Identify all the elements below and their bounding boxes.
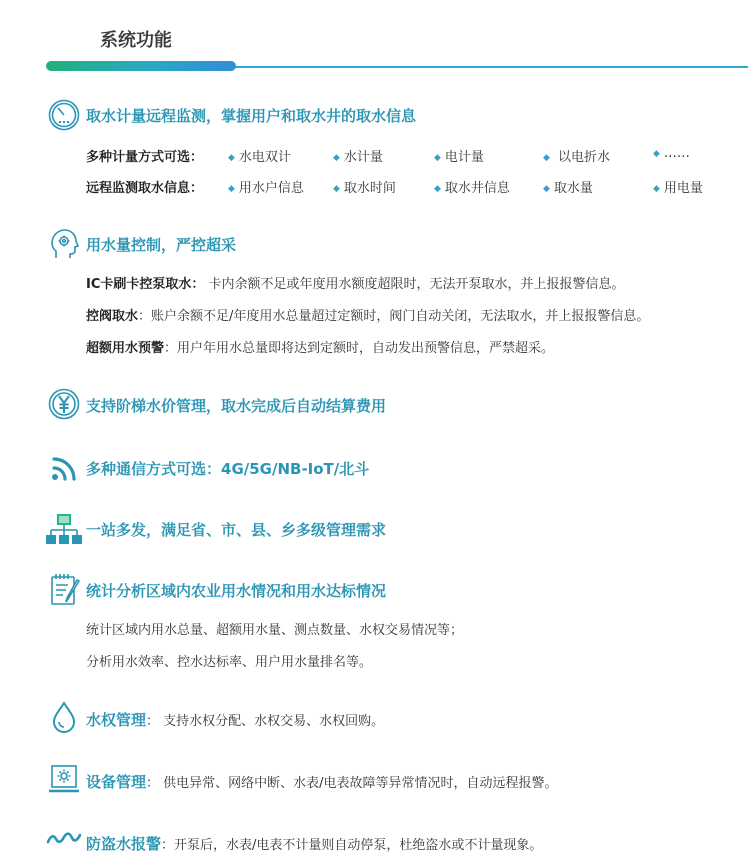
notepad-icon (48, 572, 82, 606)
gauge-icon (47, 98, 81, 132)
list-item: ◆ 用水户信息 (228, 181, 304, 196)
section-heading: 一站多发，满足省、市、县、乡多级管理需求 (86, 521, 387, 539)
head-gear-icon (47, 227, 81, 261)
title-underline-accent (46, 61, 236, 71)
text-line: 统计区域内用水总量、超额用水量、测点数量、水权交易情况等； (86, 623, 464, 638)
list-item: ◆ 水计量 (333, 150, 383, 165)
list-item: ◆ …… (653, 146, 690, 161)
row-label: 远程监测取水信息： (86, 181, 204, 196)
list-item: ◆ 用电量 (653, 181, 703, 196)
text-line: 超额用水预警：用户年用水总量即将达到定额时，自动发出预警信息，严禁超采。 (86, 341, 555, 356)
yen-coin-icon (47, 387, 81, 421)
list-item: ◆ 取水量 (543, 181, 593, 196)
text-line: 分析用水效率、控水达标率、用户用水量排名等。 (86, 655, 373, 670)
list-item: ◆ 水电双计 (228, 150, 291, 165)
text-line: IC卡刷卡控泵取水： 卡内余额不足或年度用水额度超限时，无法开泵取水，并上报报警信息。 (86, 277, 625, 292)
section-heading: 设备管理： 供电异常、网络中断、水表/电表故障等异常情况时，自动远程报警。 (86, 773, 558, 791)
section-heading: 统计分析区域内农业用水情况和用水达标情况 (86, 582, 387, 600)
wifi-signal-icon (49, 451, 83, 485)
device-icon (47, 762, 81, 796)
list-item: ◆ 取水时间 (333, 181, 396, 196)
hierarchy-icon (45, 512, 83, 546)
text-line: 控阀取水：账户余额不足/年度用水总量超过定额时，阀门自动关闭，无法取水，并上报报警信息。 (86, 309, 650, 324)
water-drop-icon (47, 700, 81, 734)
section-heading: 用水量控制，严控超采 (86, 236, 237, 254)
section-heading: 水权管理： 支持水权分配、水权交易、水权回购。 (86, 711, 385, 729)
list-item: ◆ 电计量 (434, 150, 484, 165)
page-title: 系统功能 (100, 30, 172, 51)
list-item: ◆ 取水井信息 (434, 181, 510, 196)
section-heading: 防盗水报警：开泵后，水表/电表不计量则自动停泵，杜绝盗水或不计量现象。 (86, 835, 543, 853)
section-heading: 多种通信方式可选：4G/5G/NB-IoT/北斗 (86, 460, 370, 478)
section-heading: 支持阶梯水价管理，取水完成后自动结算费用 (86, 397, 387, 415)
wave-icon (46, 826, 82, 850)
row-label: 多种计量方式可选： (86, 150, 204, 165)
list-item: ◆ 以电折水 (543, 150, 611, 165)
section-heading: 取水计量远程监测，掌握用户和取水井的取水信息 (86, 107, 417, 125)
